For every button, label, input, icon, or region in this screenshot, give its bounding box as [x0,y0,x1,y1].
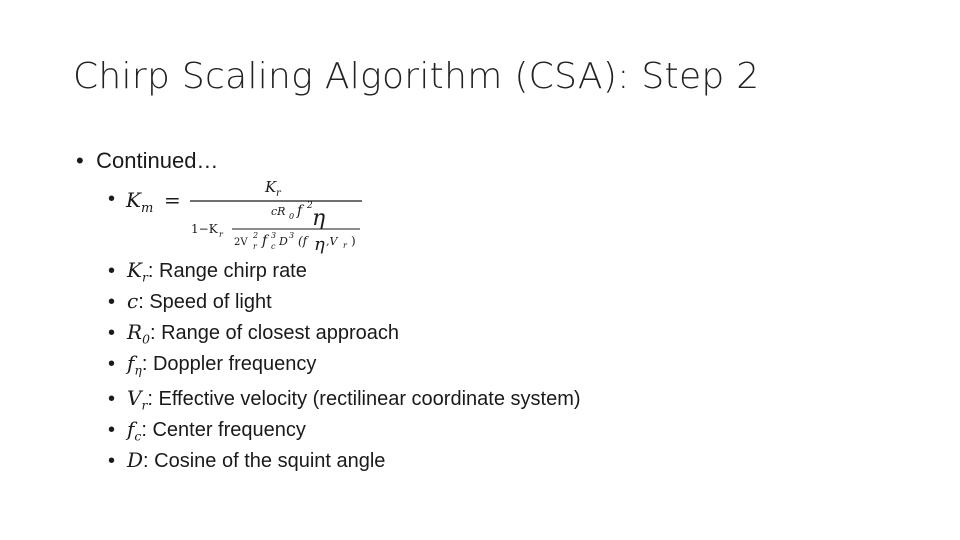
inner-den-2v: 2V [234,237,248,248]
definition-item [108,351,316,377]
inner-den-v-sub: r [253,242,257,251]
definition-symbol: c [127,289,139,313]
inner-den-D: D [279,235,288,248]
definition-item [108,289,272,314]
formula-bullet: • [108,188,116,210]
definition-symbol: D [127,448,144,472]
formula-num: K [265,178,277,196]
bullet-continued-text: Continued… [96,148,219,173]
bullet-dot: • [108,353,116,375]
den-prefix-sub: r [219,230,223,239]
definition-symbol-subscript: r [141,397,148,413]
definition-item [108,417,306,443]
definition-item [108,386,581,412]
bullet-dot: • [108,388,116,410]
slide-title: Chirp Scaling Algorithm (CSA): Step 2 [73,56,760,97]
inner-den-f: f [262,233,268,249]
definition-text: : Range chirp rate [147,260,307,282]
definition-item [108,448,385,473]
formula-lhs: K [126,188,141,212]
definition-symbol: f [127,417,135,441]
inner-den-f-sup: 3 [271,231,277,240]
bullet-dot: • [108,260,116,282]
definition-item [108,258,307,284]
inner-num-f-sup: 2 [307,201,313,211]
definition-symbol-subscript: 0 [142,331,150,347]
bullet-dot: • [108,419,116,441]
inner-num-c: cR [271,205,286,218]
definition-symbol-subscript: η [134,362,142,378]
definition-text: : Range of closest approach [149,322,399,344]
bullet-dot: • [108,322,116,344]
bullet-dot: • [108,450,116,472]
definition-symbol: K [127,258,142,282]
inner-den-paren: (f [298,234,308,248]
definition-item [108,320,399,346]
bullet-dot: • [76,148,84,173]
inner-den-eta: η [314,234,325,255]
definition-text: : Cosine of the squint angle [143,450,386,472]
bullet-dot: • [108,291,116,313]
definition-text: : Effective velocity (rectilinear coordinate system) [147,388,581,410]
inner-den-f-sub: c [271,242,276,251]
inner-den-v-sup: 2 [253,231,259,240]
inner-num-eta: η [312,206,326,231]
inner-num-f: f [297,203,303,219]
definition-text: : Doppler frequency [141,353,317,375]
inner-den-D-sup: 3 [289,231,295,240]
definition-symbol: R [127,320,143,344]
definition-symbol-subscript: c [134,428,142,444]
inner-den-v-r: r [343,241,347,250]
inner-den-comma-v: ,V [326,235,338,248]
definition-symbol-subscript: r [141,269,148,285]
formula-lhs-sub: m [141,201,154,216]
definition-text: : Speed of light [138,291,272,313]
inner-num-c-sub: 0 [289,212,295,221]
inner-den-close: ) [351,234,356,248]
definition-symbol: f [127,351,135,375]
definition-text: : Center frequency [141,419,306,441]
formula-num-sub: r [276,188,281,199]
definition-symbol: V [127,386,142,410]
formula-equals: = [164,188,181,212]
den-prefix: 1−K [191,222,218,236]
